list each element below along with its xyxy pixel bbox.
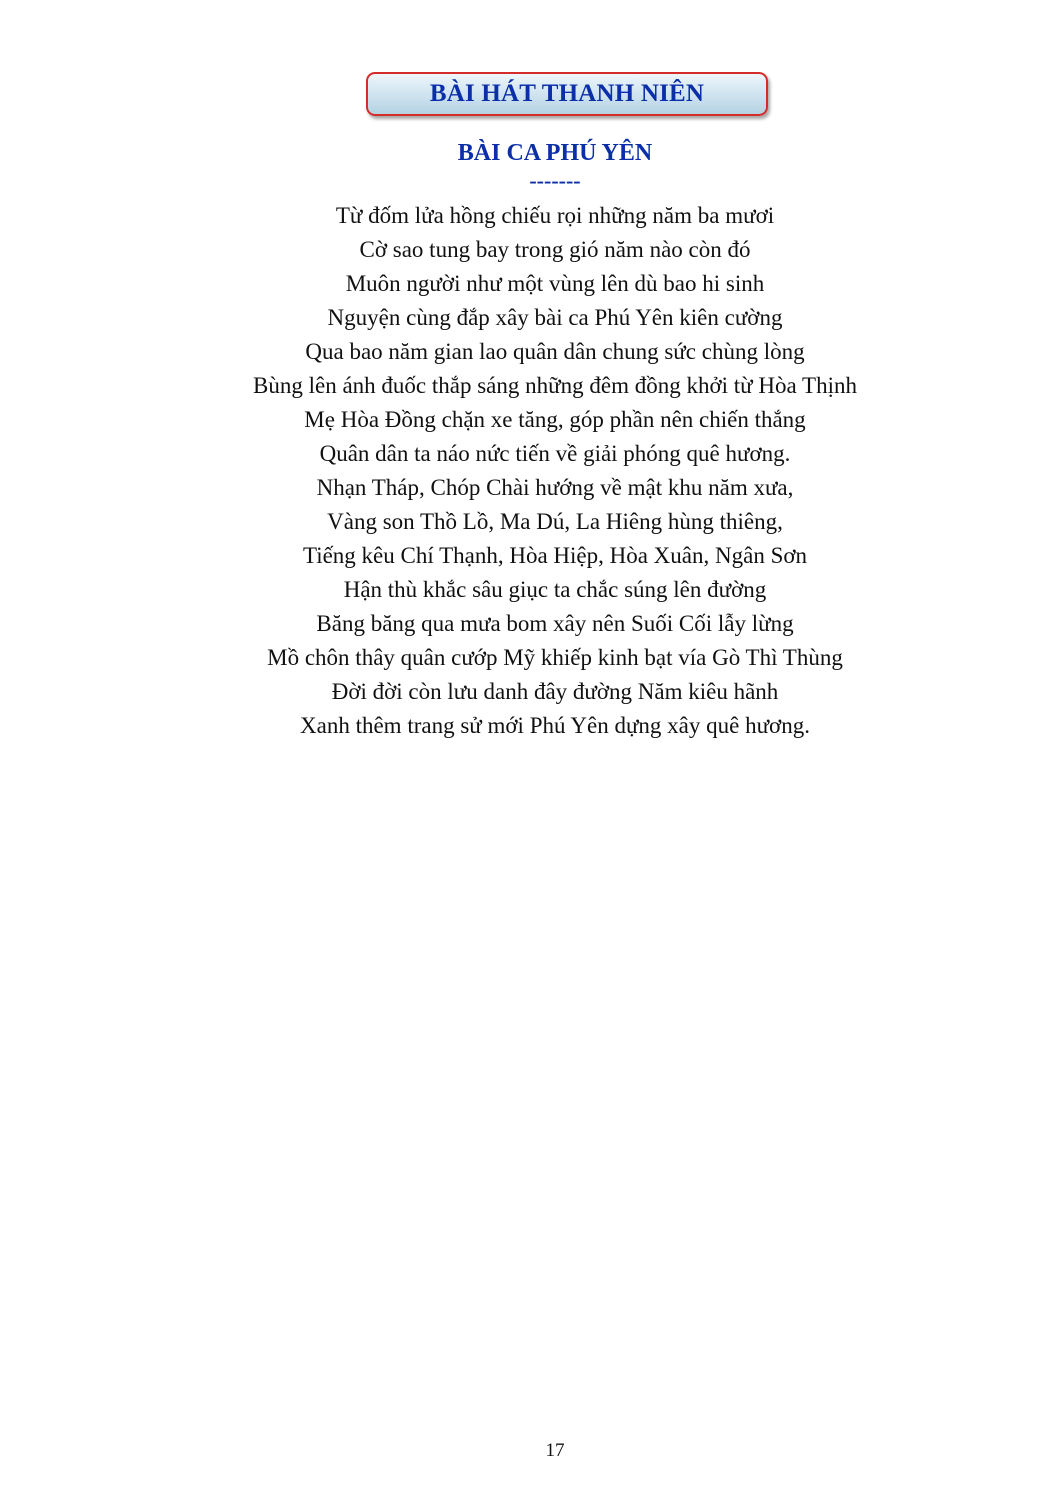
- lyrics-block: [0, 199, 1060, 743]
- lyric-line: Đời đời còn lưu danh đây đường Năm kiêu hãnh: [331, 679, 779, 704]
- page-number: 17: [545, 1440, 565, 1461]
- lyric-line: Xanh thêm trang sử mới Phú Yên dựng xây quê hương.: [300, 713, 810, 738]
- lyric-line: Nhạn Tháp, Chóp Chài hướng về mật khu năm xưa,: [316, 475, 794, 500]
- lyric-line: Hận thù khắc sâu giục ta chắc súng lên đường: [343, 577, 767, 602]
- lyric-line: Bùng lên ánh đuốc thắp sáng những đêm đồng khởi từ Hòa Thịnh: [253, 373, 857, 398]
- lyric-line: Cờ sao tung bay trong gió năm nào còn đó: [359, 237, 751, 262]
- lyric-line: Mồ chôn thây quân cướp Mỹ khiếp kinh bạt vía Gò Thì Thùng: [267, 645, 843, 670]
- lyric-line: Muôn người như một vùng lên dù bao hi sinh: [345, 271, 765, 296]
- lyric-line: Từ đốm lửa hồng chiếu rọi những năm ba mươi: [335, 203, 775, 228]
- section-banner-title: BÀI HÁT THANH NIÊN: [429, 80, 705, 107]
- lyric-line: Nguyện cùng đắp xây bài ca Phú Yên kiên cường: [327, 305, 783, 330]
- lyric-line: Quân dân ta náo nức tiến về giải phóng quê hương.: [319, 441, 791, 466]
- lyric-line: Mẹ Hòa Đồng chặn xe tăng, góp phần nên chiến thắng: [304, 407, 806, 432]
- song-title: BÀI CA PHÚ YÊN: [457, 140, 653, 166]
- lyric-line: Vàng son Thồ Lồ, Ma Dú, La Hiêng hùng thiêng,: [327, 509, 783, 534]
- lyric-line: Qua bao năm gian lao quân dân chung sức chùng lòng: [305, 339, 805, 364]
- lyric-line: Tiếng kêu Chí Thạnh, Hòa Hiệp, Hòa Xuân, Ngân Sơn: [302, 543, 808, 568]
- lyric-line: Băng băng qua mưa bom xây nên Suối Cối lẫy lừng: [316, 611, 794, 636]
- section-banner: [366, 72, 768, 116]
- title-divider: -------: [529, 168, 581, 193]
